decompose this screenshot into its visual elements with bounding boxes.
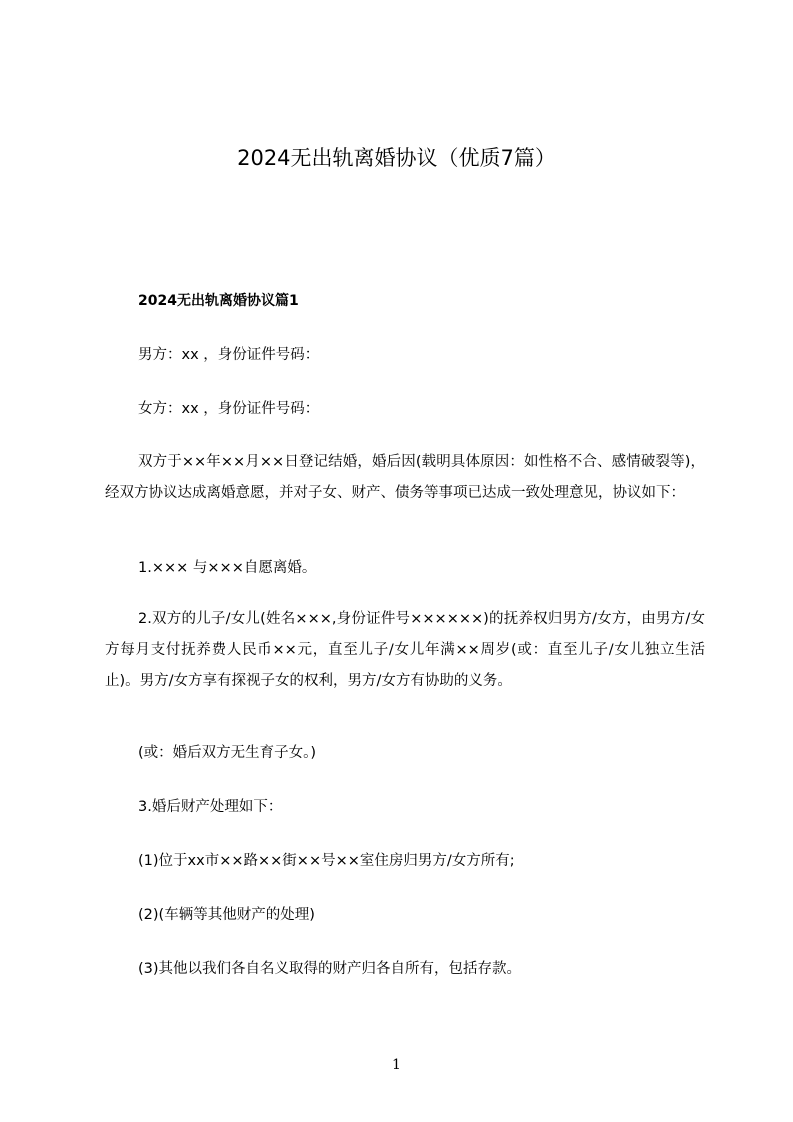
paragraph-agreement-intro: 双方于××年××月××日登记结婚，婚后因(载明具体原因：如性格不合、感情破裂等)，经双方协议达成离婚意愿，并对子女、财产、债务等事项已达成一致处理意见，协议如下：	[105, 454, 705, 501]
page-number: 1	[392, 1057, 401, 1073]
section-heading: 2024无出轨离婚协议篇1	[138, 293, 299, 309]
paragraph-no-children: (或：婚后双方无生育子女。)	[138, 745, 317, 761]
paragraph-clause-2: 2.双方的儿子/女儿(姓名×××,身份证件号××××××)的抚养权归男方/女方，由男方/女方每月支付抚养费人民币××元，直至儿子/女儿年满××周岁(或：直至儿子/女儿独立生活止)。男方/女方享有探视子女的权利，男方/女方有协助的义务。	[105, 611, 705, 689]
paragraph-male-party: 男方：xx ，身份证件号码：	[138, 347, 320, 363]
paragraph-clause-3: 3.婚后财产处理如下：	[138, 799, 283, 815]
paragraph-clause-3-1: (1)位于xx市××路××街××号××室住房归男方/女方所有;	[138, 853, 515, 869]
paragraph-clause-1: 1.××× 与×××自愿离婚。	[138, 560, 317, 576]
paragraph-female-party: 女方：xx ，身份证件号码：	[138, 401, 320, 417]
document-title: 2024无出轨离婚协议（优质7篇）	[237, 146, 556, 170]
paragraph-clause-3-3: (3)其他以我们各自名义取得的财产归各自所有，包括存款。	[138, 961, 522, 977]
paragraph-clause-3-2: (2)(车辆等其他财产的处理)	[138, 907, 315, 923]
